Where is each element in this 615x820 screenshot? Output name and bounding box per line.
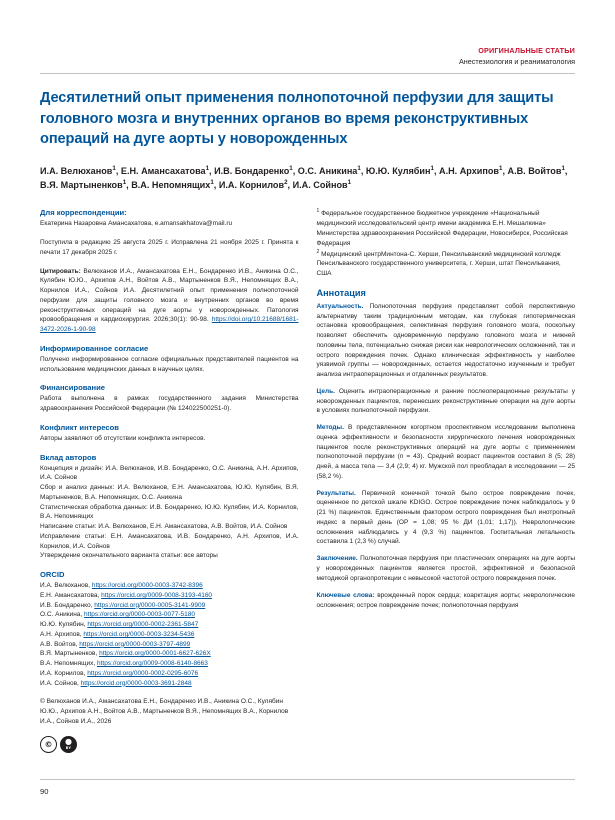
orcid-heading: ORCID bbox=[40, 570, 65, 580]
page-number: 90 bbox=[40, 787, 49, 796]
orcid-author: В.Я. Мартыненков, bbox=[40, 650, 98, 658]
abstract-section-text: Полнопоточная перфузия представляет собой перспективную альтернативу таким традиционным методам, как глубокая гипотермическая остановка кровообращения, селективная перфузия головного мозга, поскольку позволяет обеспечить одновременную перфузию головного мозга и нижней половины тела, потенциально снижая риски как неврологических осложнений, так и острого повреждения почек. Однако клиническая эффективность у наиболее уязвимой группы — новорожденных, остается недостаточно изученным и требует анализа интраоперационных и отдаленных результатов. bbox=[316, 302, 575, 379]
citation-text bbox=[40, 267, 299, 335]
orcid-author: И.В. Бондаренко, bbox=[40, 601, 93, 609]
contribution-line: Концепция и дизайн: И.А. Велюханов, И.В. Бондаренко, О.С. Аникина, А.Н. Архипов, И.А. Сойнов bbox=[40, 464, 299, 482]
cc-by-label: BY bbox=[65, 745, 72, 750]
contribution-lines bbox=[40, 464, 299, 562]
abstract-section-text: Полнопоточная перфузия при пластических операциях на дуге аорты у новорожденных пациентов является простой, эффективной и безопасной методикой органопротекции с невысокой частотой острого повреждения почек. bbox=[316, 555, 575, 582]
orcid-item bbox=[40, 601, 299, 611]
affiliation-list bbox=[317, 208, 576, 279]
two-column-body bbox=[40, 208, 575, 752]
abstract-section-text: Первичной конечной точкой было острое повреждение почек, оцененное по детской шкале KDIGO. Острое повреждение почек наблюдалось у 9 (21 %) пациентов. Единственным фактором острого повреждения был инотропный индекс в первый день (ОР = 1,08; 95 % ДИ (1,01; 1,17)). Неврологические осложнения наблюдались у 4 (9,3 %) пациентов. Госпитальная летальность составила 1 (2,3 %) случай. bbox=[316, 489, 575, 546]
received-text: Поступила в редакцию 25 августа 2025 г. Исправлена 21 ноября 2025 г. Принята к печати 17 декабря 2025 г. bbox=[40, 239, 299, 256]
orcid-author: А.Н. Архипов, bbox=[40, 630, 82, 638]
orcid-item bbox=[40, 630, 299, 640]
citation-body: Велюханов И.А., Амансахатова Е.Н., Бондаренко И.В., Аникина О.С., Кулябин Ю.Ю., Архипов А.Н., Войтов А.В., Мартыненков В.Я., Непомнящих В.А., Корнилов И.А., Сойнов И.А. Десятилетний опыт применения полнопоточной перфузии для защиты головного мозга и внутренних органов во время реконструктивных операций на дуге аорты у новорожденных. Патология кровообращения и кардиохирургия. 2026;30(1): 90-98. bbox=[40, 267, 299, 324]
orcid-author: И.А. Велюханов, bbox=[40, 582, 91, 590]
orcid-item bbox=[40, 640, 299, 650]
conflict-text: Авторы заявляют об отсутствии конфликта интересов. bbox=[40, 434, 206, 442]
orcid-link[interactable]: https://orcid.org/0000-0003-3691-2848 bbox=[80, 679, 192, 687]
abstract-section bbox=[317, 554, 576, 583]
abstract-section-lead: Результаты. bbox=[316, 489, 356, 497]
orcid-link[interactable]: https://orcid.org/0009-0008-3193-4160 bbox=[101, 591, 213, 599]
orcid-item bbox=[40, 679, 299, 689]
abstract-section bbox=[317, 423, 576, 482]
orcid-author: О.С. Аникина, bbox=[40, 611, 83, 619]
abstract-section-lead: Заключение. bbox=[316, 555, 358, 563]
funding-heading: Финансирование bbox=[40, 383, 105, 393]
abstract-section bbox=[317, 489, 576, 548]
copyright-text: © Велюханов И.А., Амансахатова Е.Н., Бондаренко И.В., Аникина О.С., Кулябин Ю.Ю., Архипов А.Н., Войтов А.В., Мартыненков В.Я., Непомнящих В.А., Корнилов И.А., Сойнов И.А., 2026 bbox=[40, 698, 289, 725]
orcid-author: И.А. Корнилов, bbox=[40, 669, 86, 677]
citation-heading: Цитировать: bbox=[40, 267, 81, 275]
contribution-heading: Вклад авторов bbox=[40, 452, 97, 462]
orcid-author: В.А. Непомнящих, bbox=[40, 660, 96, 668]
page-header bbox=[40, 46, 575, 66]
correspondence-block bbox=[40, 208, 299, 229]
right-column bbox=[317, 208, 576, 752]
orcid-link[interactable]: https://orcid.org/0000-0003-0077-5180 bbox=[84, 611, 195, 619]
orcid-link[interactable]: https://orcid.org/0000-0002-0295-6076 bbox=[87, 669, 199, 677]
abstract-sections bbox=[317, 302, 576, 584]
contribution-line: Исправление статьи: Е.Н. Амансахатова, И.В. Бондаренко, А.Н. Архипов, И.А. Корнилов, И.А. Сойнов bbox=[40, 532, 299, 550]
consent-heading: Информированное согласие bbox=[40, 343, 149, 353]
affiliations-block bbox=[317, 208, 576, 279]
footer-divider bbox=[40, 779, 575, 780]
orcid-link[interactable]: https://orcid.org/0000-0001-6627-626X bbox=[99, 650, 211, 658]
abstract-section-text: Оценить интраоперационные и ранние послеоперационные результаты у новорожденных пациентов, перенесших реконструктивные операции на дуге аорты в условиях полнопоточной перфузии. bbox=[316, 387, 575, 415]
abstract-heading: Аннотация bbox=[316, 287, 366, 298]
conflict-heading: Конфликт интересов bbox=[40, 422, 119, 432]
abstract-section-lead: Актуальность. bbox=[316, 302, 364, 310]
keywords-text: врожденный порок сердца; коарктация аорты; неврологические осложнения; острое повреждение почек; полнопоточная перфузия bbox=[316, 592, 575, 610]
doi-link[interactable]: https://doi.org/10.21688/1681-3472-2026-1-90-98 bbox=[40, 316, 299, 334]
affiliation-item: $^2$ Медицинский центрМинтона-С. Херши, Пенсильванский медицинский колледж Пенсильванского государственного университета, г. Херши, штат Пенсильвания, США bbox=[316, 248, 561, 278]
keywords-label: Ключевые слова: bbox=[316, 592, 375, 600]
orcid-author: И.А. Сойнов, bbox=[40, 679, 79, 687]
cc-by-icon bbox=[60, 736, 77, 753]
abstract-section-text: В представленном когортном проспективном исследовании выполнена оценка эффективности и безопасности хирургического лечения новорожденных пациентов после реконструктивных операций на дуге аорты с применением полнопоточной перфузии (n = 43). Средний возраст пациентов составил 8 (5; 28) дней, а масса тела — 3,4 (2,9; 4) кг. Мужской пол преобладал в исследовании — 25 (58,2 %). bbox=[316, 424, 575, 480]
orcid-link[interactable]: https://orcid.org/0000-0003-3797-4899 bbox=[79, 640, 191, 648]
abstract-section bbox=[317, 387, 576, 416]
correspondence-text: Екатерина Назаровна Амансахатова, e.amansakhatova@mail.ru bbox=[40, 220, 233, 228]
section-label: ОРИГИНАЛЬНЫЕ СТАТЬИ bbox=[478, 46, 575, 55]
consent-text: Получено информированное согласие официальных представителей пациентов на использование медицинских данных в научных целях. bbox=[40, 355, 299, 373]
affiliation-item: $^1$ Федеральное государственное бюджетное учреждение «Национальный медицинский исследовательский центр имени академика Е.Н. Мешалкина» Министерства здравоохранения Российской Федерации, Новосибирск, Российская Федерация bbox=[316, 208, 568, 247]
left-column bbox=[40, 208, 299, 752]
orcid-item bbox=[40, 610, 299, 620]
received-dates bbox=[40, 238, 299, 258]
contribution-line: Статистическая обработка данных: И.В. Бондаренко, Ю.Ю. Кулябин, И.А. Корнилов, В.А. Непомнящих bbox=[40, 503, 299, 521]
orcid-author: Ю.Ю. Кулябин, bbox=[40, 621, 86, 629]
contribution-line: Утверждение окончательного варианта статьи: все авторы bbox=[40, 552, 218, 560]
author-list: И.А. Велюханов$^1$, Е.Н. Амансахатова$^1$, И.В. Бондаренко$^1$, О.С. Аникина$^1$, Ю.Ю. Кулябин$^1$, А.Н. Архипов$^1$, А.В. Войтов$^1$, В.Я. Мартыненков$^1$, В.А. Непомнящих$^1$, И.А. Корнилов$^2$, И.А. Сойнов$^1$ bbox=[40, 165, 568, 191]
orcid-link[interactable]: https://orcid.org/0000-0003-3742-8396 bbox=[91, 582, 203, 590]
correspondence-heading: Для корреспонденции: bbox=[40, 208, 127, 218]
header-divider bbox=[40, 73, 575, 74]
orcid-item bbox=[40, 649, 299, 659]
abstract-section bbox=[317, 302, 576, 380]
cc-icon: © bbox=[40, 736, 57, 753]
keywords-block bbox=[317, 591, 576, 611]
orcid-item bbox=[40, 620, 299, 630]
journal-name: Анестезиология и реаниматология bbox=[459, 57, 575, 66]
creative-commons-badge bbox=[40, 736, 299, 753]
orcid-link[interactable]: https://orcid.org/0000-0002-2361-5847 bbox=[87, 621, 199, 629]
consent-block bbox=[40, 344, 299, 375]
orcid-link[interactable]: https://orcid.org/0009-0008-6140-8663 bbox=[96, 660, 208, 668]
orcid-author: А.В. Войтов, bbox=[40, 640, 78, 648]
citation-block bbox=[40, 267, 299, 335]
abstract-section-lead: Цель. bbox=[316, 387, 335, 395]
orcid-link[interactable]: https://orcid.org/0000-0005-3141-9909 bbox=[94, 601, 206, 609]
page-title: Десятилетний опыт применения полнопоточной перфузии для защиты головного мозга и внутренних органов во время реконструктивных операций на дуге аорты у новорожденных bbox=[40, 90, 554, 148]
orcid-item bbox=[40, 591, 299, 601]
orcid-author: Е.Н. Амансахатова, bbox=[40, 591, 100, 599]
contribution-block bbox=[40, 453, 299, 562]
contribution-line: Написание статьи: И.А. Велюханов, Е.Н. Амансахатова, А.В. Войтов, И.А. Сойнов bbox=[40, 523, 288, 531]
cc-person-icon: ● bbox=[65, 736, 72, 746]
funding-block bbox=[40, 383, 299, 414]
orcid-item bbox=[40, 669, 299, 679]
orcid-list bbox=[40, 581, 299, 688]
orcid-item bbox=[40, 659, 299, 669]
orcid-link[interactable]: https://orcid.org/0000-0003-3234-5436 bbox=[83, 630, 195, 638]
conflict-block bbox=[40, 423, 299, 444]
abstract-section-lead: Методы. bbox=[316, 424, 344, 432]
contribution-line: Сбор и анализ данных: И.А. Велюханов, Е.Н. Амансахатова, Ю.Ю. Кулябин, В.Я. Мартыненков, В.А. Непомнящих, О.С. Аникина bbox=[40, 484, 299, 501]
funding-text: Работа выполнена в рамках государственного задания Министерства здравоохранения Российской Федерации (№ 124022500251-0). bbox=[40, 395, 299, 413]
orcid-block bbox=[40, 570, 299, 688]
orcid-item bbox=[40, 581, 299, 591]
